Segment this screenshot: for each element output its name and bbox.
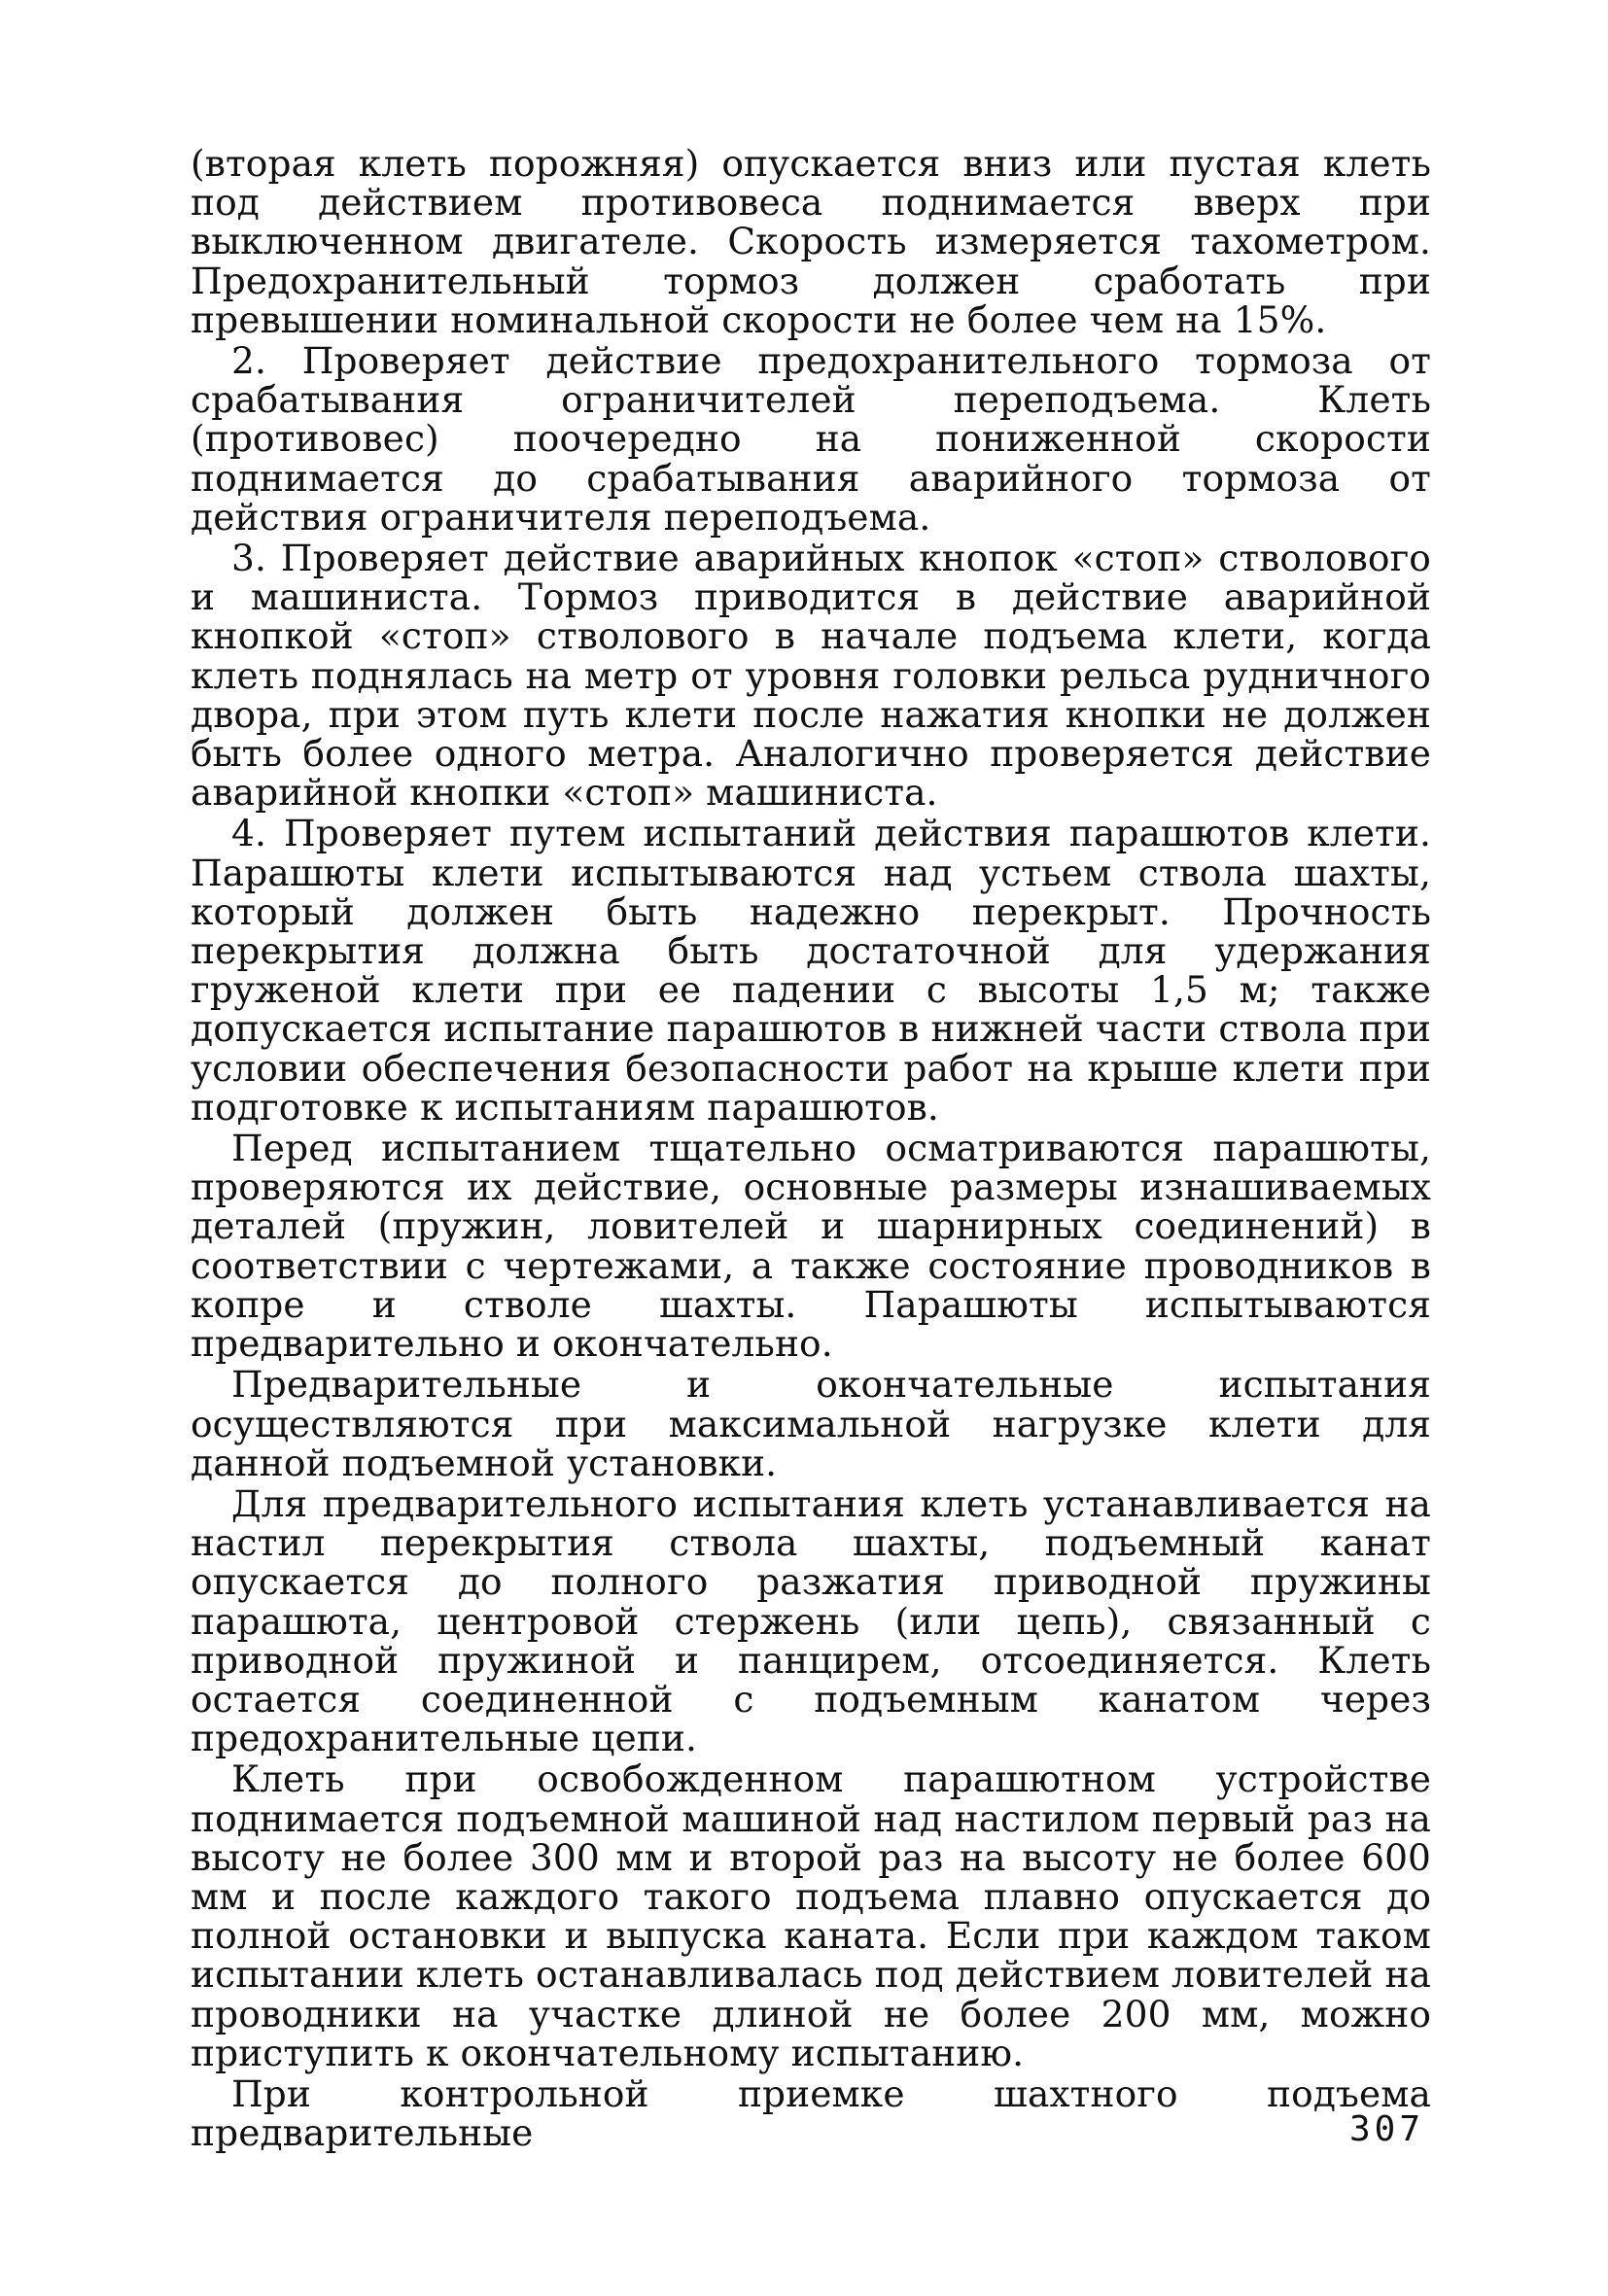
paragraph-control-acceptance: При контрольной приемке шахтного подъема предварительные bbox=[191, 2071, 1431, 2155]
page-text-block bbox=[191, 142, 1431, 2155]
paragraph-continuation: (вторая клеть порожняя) опускается вниз или пустая клеть под действием противовеса поднимается вверх при выключенном двигателе. Скорость измеряется тахометром. Предохранительный тормоз должен сработать при превышении номинальной скорости не более чем на 15%. bbox=[191, 142, 1431, 341]
paragraph-inspection: Перед испытанием тщательно осматриваются парашюты, проверяются их действие, основные размеры изнашиваемых деталей (пружин, ловителей и шарнирных соединений) в соответствии с чертежами, а также состояние проводников в копре и стволе шахты. Парашюты испытываются предварительно и окончательно. bbox=[191, 1127, 1431, 1366]
paragraph-cage-lift: Клеть при освобожденном парашютном устройстве поднимается подъемной машиной над настилом первый раз на высоту не более 300 мм и второй раз на высоту не более 600 мм и после каждого такого подъема плавно опускается до полной остановки и выпуска каната. Если при каждом таком испытании клеть останавливалась под действием ловителей на проводники на участке длиной не более 200 мм, можно приступить к окончательному испытанию. bbox=[191, 1757, 1431, 2074]
paragraph-preliminary-test: Для предварительного испытания клеть устанавливается на настил перекрытия ствола шахты, подъемный канат опускается до полного разжатия приводной пружины парашюта, центровой стержень (или цепь), связанный с приводной пружиной и панцирем, отсоединяется. Клеть остается соединенной с подъемным канатом через предохранительные цепи. bbox=[191, 1481, 1431, 1760]
paragraph-item-2: 2. Проверяет действие предохранительного тормоза от срабатывания ограничителей переподъема. Клеть (противовес) поочередно на пониженной скорости поднимается до срабатывания аварийного тормоза от действия ограничителя переподъема. bbox=[191, 339, 1431, 539]
page-number: 307 bbox=[1349, 2109, 1425, 2149]
paragraph-tests-load: Предварительные и окончательные испытания осуществляются при максимальной нагрузке клети для данной подъемной установки. bbox=[191, 1363, 1431, 1484]
paragraph-item-3: 3. Проверяет действие аварийных кнопок «стоп» стволового и машиниста. Тормоз приводится в действие аварийной кнопкой «стоп» стволового в начале подъема клети, когда клеть поднялась на метр от уровня головки рельса рудничного двора, при этом путь клети после нажатия кнопки не должен быть более одного метра. Аналогично проверяется действие аварийной кнопки «стоп» машиниста. bbox=[191, 537, 1431, 815]
paragraph-item-4: 4. Проверяет путем испытаний действия парашютов клети. Парашюты клети испытываются над устьем ствола шахты, который должен быть надежно перекрыт. Прочность перекрытия должна быть достаточной для удержания груженой клети при ее падении с высоты 1,5 м; также допускается испытание парашютов в нижней части ствола при условии обеспечения безопасности работ на крыше клети при подготовке к испытаниям парашютов. bbox=[191, 812, 1431, 1129]
